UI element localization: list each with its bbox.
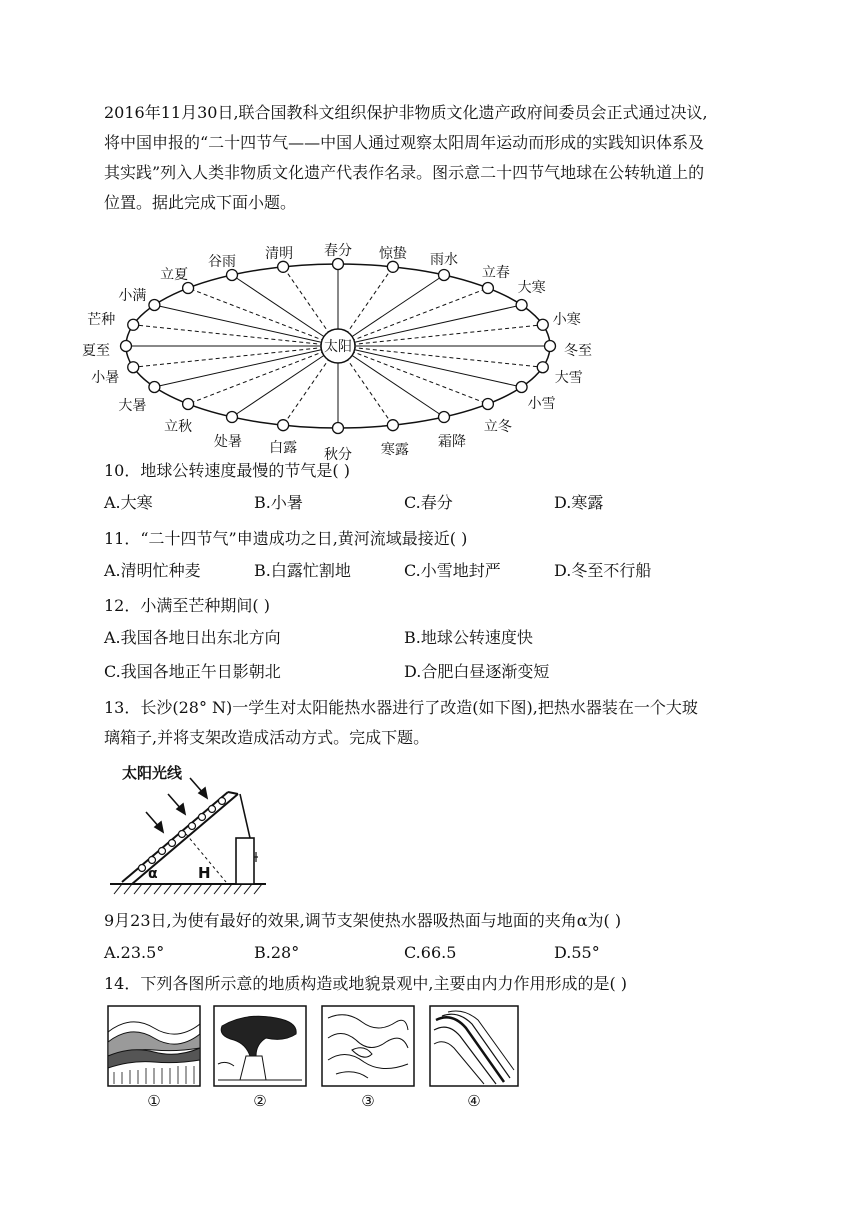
solar-term-label: 小雪	[527, 396, 556, 412]
q11-option-a[interactable]: A.清明忙种麦	[104, 561, 201, 580]
intro-paragraph	[104, 98, 760, 218]
sun-label: 太阳	[324, 339, 352, 355]
image-label-1: ①	[147, 1092, 161, 1110]
h-label: H	[198, 864, 211, 882]
earth-position	[387, 420, 398, 431]
intro-line-1: 2016年11月30日,联合国教科文组织保护非物质文化遗产政府间委员会正式通过决议,	[104, 103, 708, 122]
earth-position	[516, 300, 527, 311]
orbit-spoke	[338, 288, 488, 346]
earth-position	[149, 382, 160, 393]
solar-term-label: 小暑	[91, 370, 120, 387]
earth-position	[516, 382, 527, 393]
q12-stem: 12．小满至芒种期间( )	[104, 596, 270, 615]
earth-position	[439, 269, 450, 280]
earth-position	[278, 420, 289, 431]
solar-terms-orbit-diagram	[82, 232, 620, 463]
orbit-spoke	[133, 346, 338, 367]
q12-option-d[interactable]: D.合肥白昼逐渐变短	[404, 662, 550, 681]
earth-position	[121, 341, 132, 352]
earth-position	[537, 362, 548, 373]
earth-position	[227, 412, 238, 423]
q11-stem: 11．“二十四节气”申遗成功之日,黄河流域最接近( )	[104, 529, 468, 548]
earth-position	[545, 341, 556, 352]
solar-term-label: 冬至	[564, 343, 592, 359]
earth-position	[439, 412, 450, 423]
solar-term-label: 大寒	[517, 280, 546, 296]
solar-term-label: 芒种	[87, 311, 116, 328]
orbit-spoke	[232, 275, 338, 346]
q12-option-c[interactable]: C.我国各地正午日影朝北	[104, 662, 281, 681]
orbit-spoke	[188, 288, 338, 346]
earth-position	[183, 398, 194, 409]
intro-line-4: 位置。据此完成下面小题。	[104, 193, 297, 212]
solar-term-label: 立春	[481, 265, 510, 282]
q10-option-b[interactable]: B.小暑	[254, 493, 303, 512]
solar-term-label: 立冬	[483, 418, 512, 435]
solar-heater-figure	[108, 760, 270, 896]
tilted-strata-image	[430, 1006, 518, 1086]
solar-term-label: 小满	[118, 288, 147, 304]
intro-line-3: 其实践”列入人类非物质文化遗产代表作名录。图示意二十四节气地球在公转轨道上的	[104, 163, 705, 182]
q10-option-d[interactable]: D.寒露	[554, 493, 604, 512]
earth-position	[149, 300, 160, 311]
earth-position	[227, 269, 238, 280]
solar-term-label: 白露	[269, 440, 298, 457]
orbit-spoke	[338, 346, 543, 367]
orbit-spoke	[338, 275, 444, 346]
q13-option-c[interactable]: C.66.5	[404, 943, 457, 962]
alpha-label: α	[148, 866, 158, 882]
solar-term-label: 寒露	[380, 442, 409, 459]
q10-option-a[interactable]: A.大寒	[104, 493, 153, 512]
image-label-2: ②	[253, 1092, 267, 1110]
q11-option-c[interactable]: C.小雪地封严	[404, 561, 501, 580]
intro-line-2: 将中国申报的“二十四节气——中国人通过观察太阳周年运动而形成的实践知识体系及	[104, 133, 705, 152]
solar-term-label: 立秋	[164, 418, 193, 435]
solar-term-label: 春分	[324, 243, 352, 259]
earth-position	[333, 423, 344, 434]
q10-stem: 10．地球公转速度最慢的节气是( )	[104, 461, 350, 480]
solar-term-label: 大暑	[118, 398, 147, 414]
q12-option-a[interactable]: A.我国各地日出东北方向	[104, 628, 281, 647]
geology-images	[106, 1004, 526, 1112]
earth-position	[482, 283, 493, 294]
orbit-spoke	[338, 325, 543, 346]
earth-position	[482, 398, 493, 409]
solar-term-label: 夏至	[82, 343, 110, 359]
orbit-spoke	[154, 305, 338, 346]
earth-position	[183, 283, 194, 294]
q10-option-c[interactable]: C.春分	[404, 493, 453, 512]
q13-intro	[104, 693, 760, 753]
solar-term-label: 雨水	[430, 251, 458, 268]
meander-image	[322, 1006, 414, 1086]
orbit-spoke	[338, 346, 488, 404]
image-label-4: ④	[467, 1092, 481, 1110]
q13-intro-line-2: 璃箱子,并将支架改造成活动方式。完成下题。	[104, 728, 430, 747]
q13-stem: 9月23日,为使有最好的效果,调节支架使热水器吸热面与地面的夹角α为( )	[104, 911, 622, 930]
solar-term-label: 谷雨	[208, 253, 236, 270]
solar-term-label: 小寒	[552, 311, 581, 328]
earth-position	[128, 319, 139, 330]
q11-option-d[interactable]: D.冬至不行船	[554, 561, 652, 580]
orbit-spoke	[188, 346, 338, 404]
solar-term-label: 立夏	[160, 267, 189, 284]
q12-option-b[interactable]: B.地球公转速度快	[404, 628, 533, 647]
solar-term-label: 清明	[265, 245, 294, 262]
solar-term-label: 惊蛰	[378, 245, 407, 262]
sunlight-title: 太阳光线	[122, 764, 183, 782]
solar-term-label: 秋分	[324, 447, 352, 463]
q14-stem: 14．下列各图所示意的地质构造或地貌景观中,主要由内力作用形成的是( )	[104, 974, 628, 993]
orbit-spoke	[338, 346, 522, 387]
image-label-3: ③	[361, 1092, 375, 1110]
orbit-spoke	[133, 325, 338, 346]
q13-option-b[interactable]: B.28°	[254, 943, 300, 962]
orbit-spoke	[338, 305, 522, 346]
q13-option-a[interactable]: A.23.5°	[104, 943, 165, 962]
orbit-spoke	[338, 346, 444, 417]
orbit-spoke	[232, 346, 338, 417]
earth-position	[387, 261, 398, 272]
solar-term-label: 处暑	[214, 434, 242, 451]
earth-position	[537, 319, 548, 330]
earth-position	[333, 259, 344, 270]
orbit-spoke	[154, 346, 338, 387]
solar-term-label: 大雪	[554, 370, 583, 387]
fold-strata-image	[108, 1006, 200, 1086]
earth-position	[278, 261, 289, 272]
mushroom-rock-image	[214, 1006, 306, 1086]
q11-option-b[interactable]: B.白露忙割地	[254, 561, 351, 580]
earth-position	[128, 362, 139, 373]
solar-term-label: 霜降	[438, 434, 466, 451]
q13-option-d[interactable]: D.55°	[554, 943, 600, 962]
q13-intro-line-1: 13．长沙(28° N)一学生对太阳能热水器进行了改造(如下图),把热水器装在一个大玻	[104, 698, 698, 717]
